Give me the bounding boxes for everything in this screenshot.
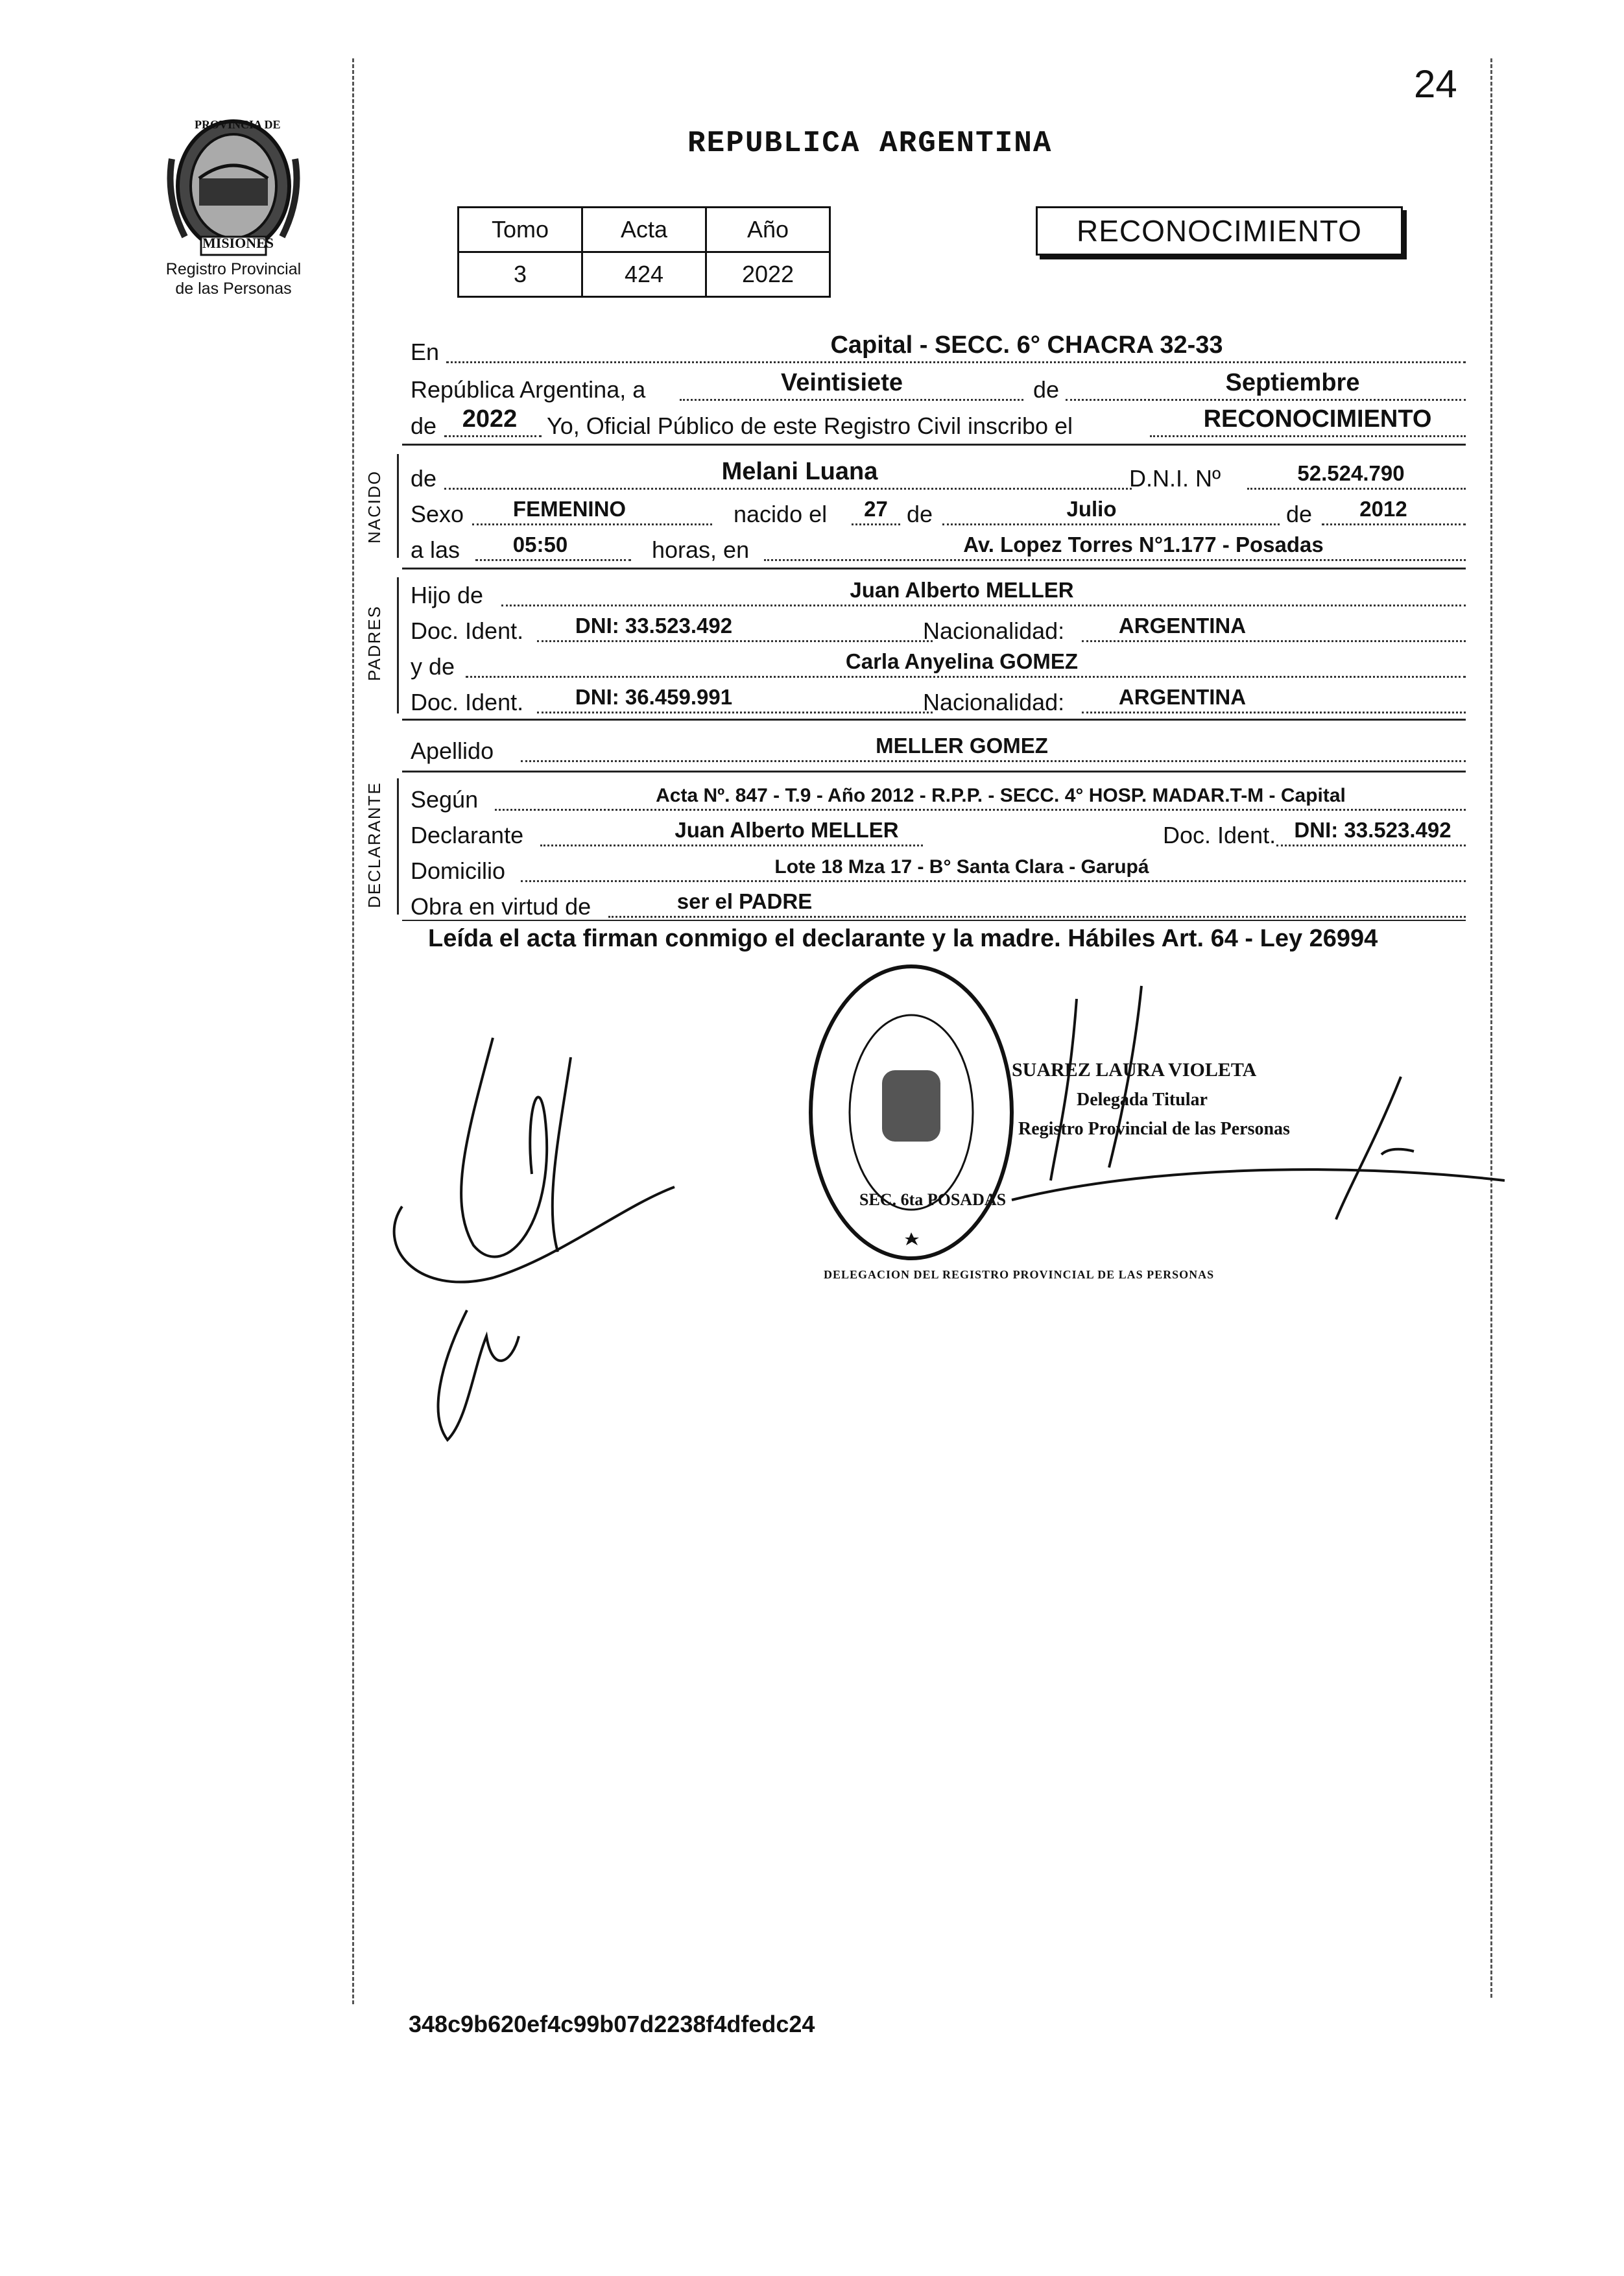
yo-label: Yo, Oficial Público de este Registro Civil inscribo el: [547, 413, 1073, 439]
de-label: de: [1286, 501, 1313, 527]
en-label: En: [411, 339, 440, 365]
record-table-value-row: [459, 252, 830, 297]
birth-day-value: 27: [864, 497, 888, 521]
section-rule: [402, 771, 1466, 773]
logo-text-top: PROVINCIA DE: [195, 118, 281, 131]
father-nationality-value: ARGENTINA: [1118, 614, 1247, 638]
section-rule: [402, 444, 1466, 446]
child-dni-value: 52.524.790: [1297, 461, 1405, 485]
record-table-header: Acta: [582, 208, 706, 252]
section-label-nacido: NACIDO: [364, 470, 384, 544]
domicilio-value: Lote 18 Mza 17 - B° Santa Clara - Garupá: [774, 856, 1149, 878]
record-table-header-row: [459, 208, 830, 252]
row-date: [411, 368, 1466, 405]
signatory-org: Registro Provincial de las Personas: [1018, 1119, 1290, 1139]
nacionalidad-label: Nacionalidad:: [923, 617, 1065, 644]
dotted-line: [521, 880, 1466, 882]
act-type-box: RECONOCIMIENTO: [1036, 206, 1403, 256]
dotted-line: [1082, 712, 1466, 713]
mother-name-value: Carla Anyelina GOMEZ: [845, 649, 1079, 673]
row-year: [411, 405, 1466, 441]
day-value: Veintisiete: [781, 369, 903, 396]
row-en: [411, 331, 1466, 367]
month-value: Septiembre: [1225, 369, 1360, 396]
mother-nationality-value: ARGENTINA: [1118, 685, 1247, 709]
document-title: REPUBLICA ARGENTINA: [687, 126, 1053, 160]
declarante-doc-value: DNI: 33.523.492: [1294, 818, 1451, 842]
stamp-inner-text: SEC. 6ta POSADAS: [859, 1190, 1007, 1209]
father-name-value: Juan Alberto MELLER: [850, 578, 1074, 602]
row-mother: [411, 645, 1466, 682]
record-table-cell: 424: [582, 252, 706, 297]
section-bar: [397, 454, 399, 558]
left-margin-line: [352, 58, 354, 2004]
dotted-line: [444, 435, 542, 437]
declarante-value: Juan Alberto MELLER: [675, 818, 899, 842]
record-table-cell: 2022: [706, 252, 830, 297]
obra-value: ser el PADRE: [676, 889, 813, 913]
row-apellido: [411, 730, 1466, 766]
hour-value: 05:50: [512, 533, 568, 557]
place-value: Capital - SECC. 6° CHACRA 32-33: [830, 331, 1223, 359]
segun-label: Según: [411, 786, 479, 813]
row-domicilio: [411, 850, 1466, 886]
dni-label: D.N.I. Nº: [1129, 465, 1221, 492]
dotted-line: [1247, 488, 1466, 490]
dotted-line: [1150, 435, 1466, 437]
registry-label: [149, 259, 318, 298]
section-bar: [397, 778, 399, 915]
doc-ident-label: Doc. Ident.: [1163, 822, 1276, 848]
apellido-value: MELLER GOMEZ: [876, 734, 1048, 758]
page-number: 24: [1414, 62, 1457, 106]
section-bar: [397, 577, 399, 713]
row-nacido-name: [411, 457, 1466, 494]
obra-label: Obra en virtud de: [411, 893, 591, 920]
record-table-cell: 3: [459, 252, 582, 297]
de-label: de: [907, 501, 933, 527]
dotted-line: [472, 523, 712, 525]
republica-label: República Argentina, a: [411, 376, 646, 403]
birth-year-value: 2012: [1359, 497, 1407, 521]
nacido-label: nacido el: [734, 501, 828, 527]
dotted-line: [1322, 523, 1466, 525]
father-doc-value: DNI: 33.523.492: [575, 614, 733, 638]
dotted-line: [540, 845, 923, 846]
document-hash: 348c9b620ef4c99b07d2238f4dfedc24: [409, 2011, 815, 2037]
signatory-role: Delegada Titular: [1077, 1090, 1208, 1110]
dotted-line: [475, 559, 631, 561]
section-label-padres: PADRES: [364, 605, 384, 681]
logo-text-bottom: MISIONES: [202, 235, 274, 251]
doc-ident-label: Doc. Ident.: [411, 617, 524, 644]
apellido-label: Apellido: [411, 737, 494, 764]
dotted-line: [1276, 845, 1466, 846]
sexo-value: FEMENINO: [512, 497, 627, 521]
dotted-line: [446, 361, 1466, 363]
section-rule: [402, 719, 1466, 721]
section-label-declarante: DECLARANTE: [364, 782, 384, 908]
sexo-label: Sexo: [411, 501, 464, 527]
horas-label: horas, en: [652, 536, 750, 563]
row-segun: [411, 778, 1466, 815]
de-label: de: [411, 465, 437, 492]
dotted-line: [466, 676, 1466, 678]
record-table: [457, 206, 831, 298]
birth-month-value: Julio: [1066, 497, 1117, 521]
year-value: 2022: [462, 405, 518, 433]
declarante-label: Declarante: [411, 822, 524, 848]
row-nacido-place: [411, 529, 1466, 565]
dotted-line: [537, 640, 933, 642]
handwritten-signatures: [363, 973, 1505, 1492]
mother-doc-value: DNI: 36.459.991: [575, 685, 733, 709]
alas-label: a las: [411, 536, 460, 563]
de-label: de: [411, 413, 437, 439]
row-obra: [411, 885, 1466, 922]
record-table-header: Tomo: [459, 208, 582, 252]
yde-label: y de: [411, 653, 455, 680]
row-nacido-sex: [411, 493, 1466, 529]
stamp-ring-text: DELEGACION DEL REGISTRO PROVINCIAL DE LAS PERSONAS: [824, 1268, 1215, 1281]
dotted-line: [495, 809, 1466, 811]
record-table-header: Año: [706, 208, 830, 252]
row-father-doc: [411, 610, 1466, 646]
dotted-line: [1066, 399, 1466, 401]
row-mother-doc: [411, 681, 1466, 717]
dotted-line: [537, 712, 933, 713]
domicilio-label: Domicilio: [411, 857, 506, 884]
dotted-line: [1082, 640, 1466, 642]
dotted-line: [680, 399, 1023, 401]
row-declarante: [411, 814, 1466, 850]
dotted-line: [852, 523, 900, 525]
row-father: [411, 574, 1466, 610]
inscribe-value: RECONOCIMIENTO: [1203, 405, 1432, 433]
dotted-line: [942, 523, 1280, 525]
closing-statement: Leída el acta firman conmigo el declarante y la madre. Hábiles Art. 64 - Ley 26994: [428, 925, 1378, 952]
dotted-line: [521, 760, 1466, 762]
registry-label-line2: de las Personas: [175, 280, 292, 298]
registry-label-line1: Registro Provincial: [165, 260, 302, 278]
birth-place-value: Av. Lopez Torres N°1.177 - Posadas: [963, 533, 1324, 557]
dotted-line: [608, 916, 1466, 918]
section-rule: [402, 568, 1466, 569]
de-label: de: [1033, 376, 1060, 403]
doc-ident-label: Doc. Ident.: [411, 689, 524, 715]
dotted-line: [764, 559, 1466, 561]
segun-value: Acta Nº. 847 - T.9 - Año 2012 - R.P.P. - SECC. 4° HOSP. MADAR.T-M - Capital: [656, 785, 1346, 806]
signatory-name: SUAREZ LAURA VIOLETA: [1012, 1059, 1257, 1081]
child-name-value: Melani Luana: [721, 458, 878, 485]
hijo-label: Hijo de: [411, 582, 484, 608]
nacionalidad-label: Nacionalidad:: [923, 689, 1065, 715]
dotted-line: [501, 605, 1466, 606]
dotted-line: [444, 488, 1132, 490]
